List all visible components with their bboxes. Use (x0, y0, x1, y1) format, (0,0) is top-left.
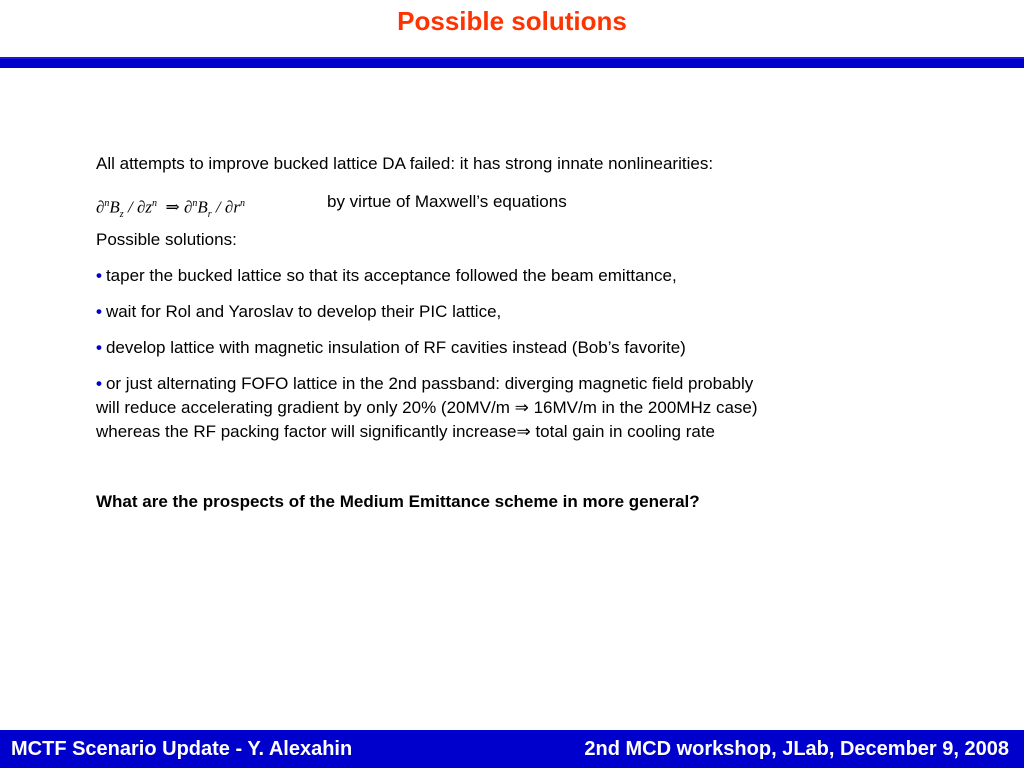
bullet-text: or just alternating FOFO lattice in the 2nd passband: diverging magnetic field probably (105, 374, 754, 393)
closing-question: What are the prospects of the Medium Emittance scheme in more general? (96, 492, 700, 511)
bullet-icon: • (96, 266, 102, 285)
bullet-item (96, 336, 686, 360)
bullet-item (96, 372, 753, 396)
bullet-icon: • (96, 302, 102, 321)
bullet-item (96, 264, 677, 288)
slide-title: Possible solutions (397, 6, 627, 36)
solutions-heading: Possible solutions: (96, 230, 237, 249)
eq-B: B (197, 197, 208, 217)
eq-z: z (145, 197, 152, 217)
continuation-text: total gain in cooling rate (535, 422, 716, 441)
eq-slash: / (215, 197, 221, 217)
continuation-text: whereas the RF packing factor will significantly increase (96, 422, 517, 441)
bullet-text: wait for Rol and Yaroslav to develop their PIC lattice, (105, 302, 502, 321)
intro-text: All attempts to improve bucked lattice DA failed: it has strong innate nonlinearities: (96, 154, 714, 173)
bullet-icon: • (96, 338, 102, 357)
bullet-item (96, 300, 501, 324)
implies-arrow-icon: ⇒ (514, 398, 529, 417)
footer-bar (0, 730, 1024, 768)
footer-left-text: MCTF Scenario Update - Y. Alexahin (11, 738, 353, 760)
eq-partial: ∂ (96, 197, 105, 217)
bullet-text: develop lattice with magnetic insulation of RF cavities instead (Bob’s favorite) (105, 338, 686, 357)
equation (96, 192, 245, 227)
implies-arrow-icon: ⇒ (516, 422, 531, 441)
eq-power: n (151, 198, 157, 209)
eq-partial: ∂ (224, 197, 234, 217)
eq-sub-z: z (119, 209, 124, 221)
bullet-text: taper the bucked lattice so that its acceptance followed the beam emittance, (105, 266, 677, 285)
bullet-continuation (96, 420, 715, 444)
eq-r: r (233, 197, 240, 217)
maxwell-note: by virtue of Maxwell’s equations (327, 192, 567, 211)
eq-implies: ⇒ (165, 197, 180, 217)
title-divider (0, 59, 1024, 68)
eq-slash: / (127, 197, 133, 217)
eq-partial: ∂ (183, 197, 193, 217)
bullet-continuation (96, 396, 758, 420)
footer-right-text: 2nd MCD workshop, JLab, December 9, 2008 (584, 738, 1009, 760)
eq-power: n (192, 198, 198, 209)
continuation-text: 16MV/m in the 200MHz case) (533, 398, 758, 417)
continuation-text: will reduce accelerating gradient by only 20% (20MV/m (96, 398, 510, 417)
bullet-icon: • (96, 374, 102, 393)
eq-sub-r: r (207, 209, 212, 221)
eq-B: B (109, 197, 120, 217)
eq-power: n (104, 198, 110, 209)
eq-partial: ∂ (136, 197, 146, 217)
eq-power: n (239, 198, 245, 209)
